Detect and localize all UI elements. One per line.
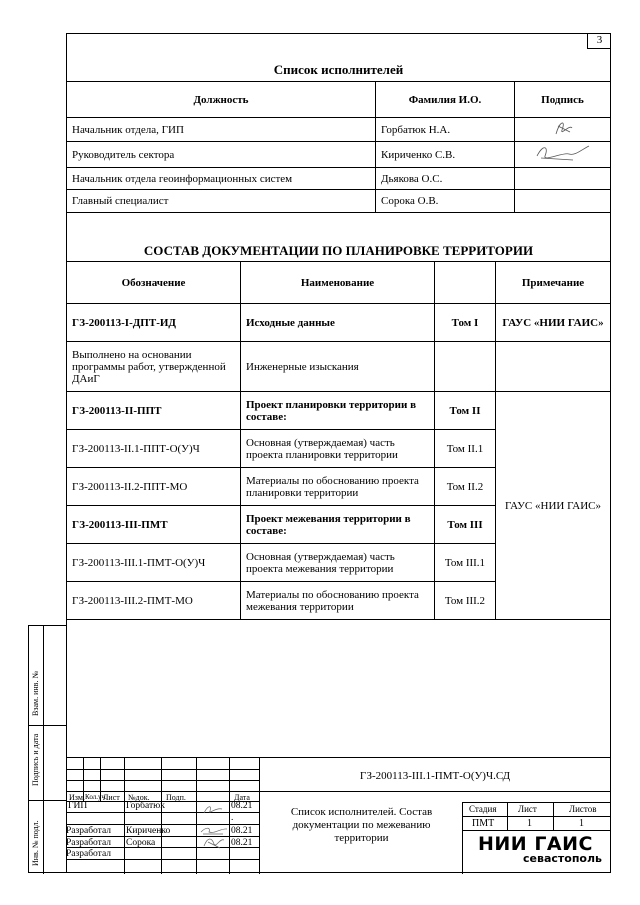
person-name: Сорока [126,838,156,848]
org-logo: НИИ ГАИС [478,833,593,855]
documentation-title: СОСТАВ ДОКУМЕНТАЦИИ ПО ПЛАНИРОВКЕ ТЕРРИТОРИИ [143,243,534,258]
header-izm: Изм. [69,793,85,802]
doc-name: Материалы по обоснованию проекта планировки территории [241,468,435,506]
person-name: Кириченко [126,826,171,836]
role-developer: Разработал [66,838,111,848]
person-date: . [231,813,234,823]
doc-designation: ГЗ-200113-II.1-ППТ-О(У)Ч [67,430,241,468]
role-developer: Разработал [66,849,111,859]
col-designation: Обозначение [67,262,241,304]
doc-designation: ГЗ-200113-III.2-ПМТ-МО [67,582,241,620]
person-date: 08.21 [231,826,253,836]
executor-name: Кириченко С.В. [376,142,515,168]
col-doc-name: Наименование [241,262,435,304]
signature-image [202,803,226,815]
col-volume [435,262,496,304]
executors-table [66,81,611,213]
sheet-value: 1 [527,818,532,829]
documentation-table [66,261,611,620]
doc-designation: ГЗ-200113-III-ПМТ [67,506,241,544]
doc-note-merged: ГАУС «НИИ ГАИС» [496,392,611,620]
document-code: ГЗ-200113-III.1-ПМТ-О(У)Ч.СД [359,770,511,782]
doc-designation: ГЗ-200113-I-ДПТ-ИД [67,304,241,342]
doc-designation: ГЗ-200113-III.1-ПМТ-О(У)Ч [67,544,241,582]
executor-position: Руководитель сектора [67,142,376,168]
executor-name: Сорока О.В. [376,190,515,213]
signature-image [515,118,611,142]
doc-designation: ГЗ-200113-II-ППТ [67,392,241,430]
person-name: Горбатюк [126,801,165,811]
page-number: 3 [587,33,611,49]
col-note: Примечание [496,262,611,304]
doc-designation: Выполнено на основании программы работ, утвержденной ДАиГ [67,342,241,392]
doc-volume: Том II.1 [435,430,496,468]
header-date: Дата [234,793,250,802]
doc-designation: ГЗ-200113-II.2-ППТ-МО [67,468,241,506]
doc-name: Основная (утверждаемая) часть проекта планировки территории [241,430,435,468]
table-row [67,168,611,190]
table-row [67,342,611,392]
margin-stamp [28,625,66,873]
sheets-label: Листов [569,804,597,814]
doc-volume: Том I [435,304,496,342]
signature-image [199,826,229,836]
stage-label: Стадия [469,804,497,814]
doc-name: Исходные данные [241,304,435,342]
doc-volume: Том II [435,392,496,430]
org-city: севастополь [523,852,602,865]
role-developer: Разработал [66,826,111,836]
header-list: Лист [103,793,120,802]
header-docno: №док. [128,793,150,802]
doc-name: Проект межевания территории в составе: [241,506,435,544]
doc-note: ГАУС «НИИ ГАИС» [496,304,611,342]
inv-no-label: Инв. № подл. [31,820,40,866]
doc-volume: Том III.1 [435,544,496,582]
doc-volume: Том III [435,506,496,544]
role-gip: ГИП [68,801,88,811]
doc-name: Основная (утверждаемая) часть проекта межевания территории [241,544,435,582]
signature-image [202,836,226,850]
executor-name: Дьякова О.С. [376,168,515,190]
col-name: Фамилия И.О. [376,82,515,118]
header-sign: Подп. [166,793,186,802]
executors-title: Список исполнителей [273,62,404,77]
table-row [67,190,611,213]
table-row [67,392,611,430]
executor-position: Начальник отдела, ГИП [67,118,376,142]
table-row [67,304,611,342]
doc-name: Инженерные изыскания [241,342,435,392]
executor-position: Начальник отдела геоинформационных систем [67,168,376,190]
sign-date-label: Подпись и дата [31,733,40,786]
executor-position: Главный специалист [67,190,376,213]
document-title: Список исполнителей. Состав документации по межеванию территории [290,806,433,844]
doc-name: Материалы по обоснованию проекта межевания территории [241,582,435,620]
signature-image [515,142,611,168]
replaced-inv-label: Взам. инв. № [31,670,40,716]
sheets-value: 1 [579,818,584,829]
person-date: 08.21 [231,801,253,811]
person-date: 08.21 [231,838,253,848]
executor-name: Горбатюк Н.А. [376,118,515,142]
doc-volume: Том II.2 [435,468,496,506]
table-row [67,118,611,142]
doc-name: Проект планировки территории в составе: [241,392,435,430]
table-row [67,142,611,168]
col-signature: Подпись [515,82,611,118]
stage-value: ПМТ [472,818,495,829]
col-position: Должность [67,82,376,118]
sheet-label: Лист [518,804,537,814]
doc-volume: Том III.2 [435,582,496,620]
header-kolich: Кол.уч. [85,793,107,801]
